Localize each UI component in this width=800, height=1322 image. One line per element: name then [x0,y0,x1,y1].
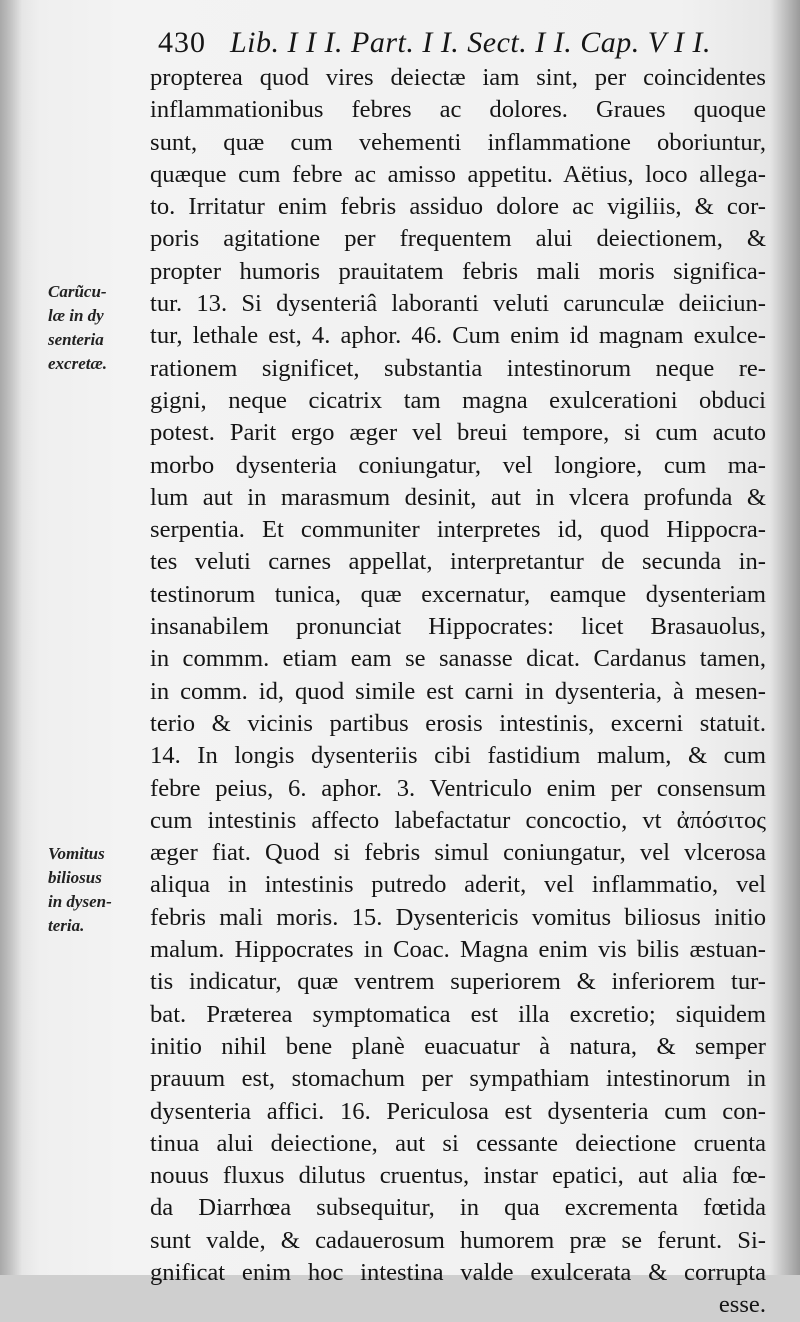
text-line: aliqua in intestinis putredo aderit, vel inflammatio, vel [150,871,766,899]
text-line: propter humoris prauitatem febris mali moris significa- [150,257,766,285]
margin-note-line: senteria [48,330,104,349]
text-line: testinorum tunica, quæ excernatur, eamque dysenteriam [150,580,766,608]
text-line: tes veluti carnes appellat, interpretantur de secunda in- [150,548,766,576]
margin-note-line: Carũcu- [48,282,107,301]
text-line: tur. 13. Si dysenteriâ laboranti veluti carunculæ deiiciun- [150,290,766,318]
text-line: cum intestinis affecto labefactatur concoctio, vt ἀπόσιτος [150,806,766,834]
text-line: tur, lethale est, 4. aphor. 46. Cum enim id magnam exulce- [150,322,766,350]
text-line: initio nihil bene planè euacuatur à natura, & semper [150,1032,766,1060]
text-line: bat. Præterea symptomatica est illa excretio; siquidem [150,1000,766,1028]
text-line: serpentia. Et communiter interpretes id, quod Hippocra- [150,516,766,544]
text-line: 14. In longis dysenteriis cibi fastidium malum, & cum [150,742,766,770]
page-number: 430 [158,26,206,59]
text-line: in commm. etiam eam se sanasse dicat. Cardanus tamen, [150,645,766,673]
margin-note-line: biliosus [48,868,102,887]
text-line: rationem significet, substantia intestinorum neque re- [150,354,766,382]
text-line: quæque cum febre ac amisso appetitu. Aëtius, loco allega- [150,160,766,188]
text-line: febre peius, 6. aphor. 3. Ventriculo enim per consensum [150,774,766,802]
text-line: insanabilem pronunciat Hippocrates: licet Brasauolus, [150,613,766,641]
margin-note-vomitus [48,842,148,938]
text-line: æger fiat. Quod si febris simul coniungatur, vel vlcerosa [150,839,766,867]
text-line: sunt, quæ cum vehementi inflammatione oboriuntur, [150,128,766,156]
text-line: potest. Parit ergo æger vel breui tempore, si cum acuto [150,419,766,447]
text-line: tinua alui deiectione, aut si cessante deiectione cruenta [150,1129,766,1157]
page-header [158,26,760,60]
body-text [150,62,766,1322]
text-line: to. Irritatur enim febris assiduo dolore ac vigiliis, & cor- [150,193,766,221]
text-line: febris mali moris. 15. Dysentericis vomitus biliosus initio [150,903,766,931]
text-line: morbo dysenteria coniungatur, vel longiore, cum ma- [150,451,766,479]
margin-note-line: in dysen- [48,892,112,911]
text-line: poris agitatione per frequentem alui deiectionem, & [150,225,766,253]
text-line: esse. [718,1291,766,1319]
text-line: sunt valde, & cadauerosum humorem præ se ferunt. Si- [150,1226,766,1254]
text-line: dysenteria affici. 16. Periculosa est dysenteria cum con- [150,1097,766,1125]
text-line: tis indicatur, quæ ventrem superiorem & inferiorem tur- [150,968,766,996]
text-line: malum. Hippocrates in Coac. Magna enim vis bilis æstuan- [150,936,766,964]
margin-note-line: Vomitus [48,844,105,863]
text-line: terio & vicinis partibus erosis intestinis, excerni statuit. [150,709,766,737]
text-line: inflammationibus febres ac dolores. Graues quoque [150,96,766,124]
margin-note-line: teria. [48,916,85,935]
margin-note-line: excretæ. [48,354,108,373]
text-line: gnificat enim hoc intestina valde exulcerata & corrupta [150,1258,766,1286]
text-line: nouus fluxus dilutus cruentus, instar epatici, aut alia fœ- [150,1162,766,1190]
text-line: propterea quod vires deiectæ iam sint, per coincidentes [150,64,766,91]
margin-note-line: læ in dy [48,306,104,325]
text-line: da Diarrhœa subsequitur, in qua excrementa fœtida [150,1194,766,1222]
running-head: Lib. I I I. Part. I I. Sect. I I. Cap. V I I. [230,26,712,59]
text-line: prauum est, stomachum per sympathiam intestinorum in [150,1065,766,1093]
margin-note-caruncula [48,280,148,376]
text-line: in comm. id, quod simile est carni in dysenteria, à mesen- [150,677,766,705]
text-line: gigni, neque cicatrix tam magna exulcerationi obduci [150,386,766,414]
text-line: lum aut in marasmum desinit, aut in vlcera profunda & [150,483,766,511]
